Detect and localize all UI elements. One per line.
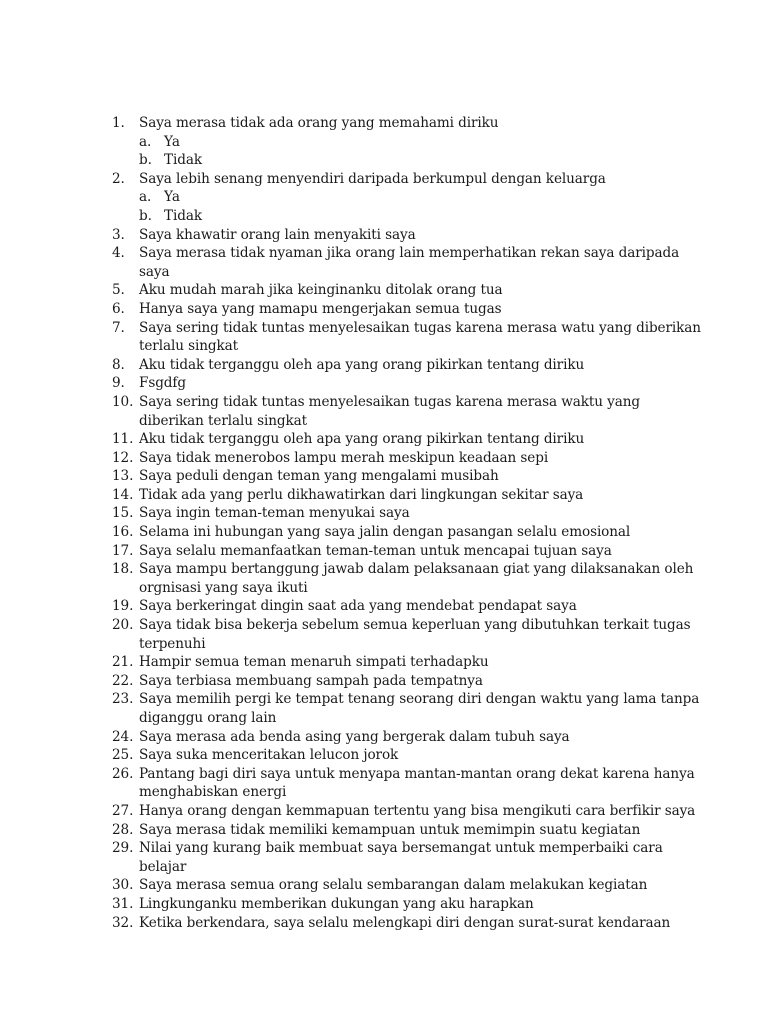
question-text: Aku mudah marah jika keinginanku ditolak orang tua [139, 282, 503, 299]
question-item [112, 728, 702, 747]
question-list [112, 114, 702, 932]
question-text: Aku tidak terganggu oleh apa yang orang pikirkan tentang diriku [139, 431, 585, 448]
question-item [112, 504, 702, 523]
question-item [112, 597, 702, 616]
question-text: Saya sering tidak tuntas menyelesaikan tugas karena merasa waktu yang diberikan terlalu singkat [139, 393, 641, 429]
question-item [112, 374, 702, 393]
question-number: 17. [112, 542, 134, 559]
answer-option [112, 133, 702, 152]
question-item [112, 616, 702, 653]
question-text: Saya merasa ada benda asing yang bergerak dalam tubuh saya [139, 728, 570, 745]
question-number: 32. [112, 914, 134, 931]
question-text: Saya terbiasa membuang sampah pada tempatnya [139, 672, 483, 689]
question-item [112, 393, 702, 430]
question-text: Saya merasa tidak nyaman jika orang lain memperhatikan rekan saya daripada saya [139, 245, 680, 280]
answer-option [112, 151, 702, 170]
question-number: 9. [112, 375, 125, 392]
question-item [112, 914, 702, 933]
answer-option-row [139, 133, 702, 152]
question-item [112, 226, 702, 245]
question-item [112, 356, 702, 375]
question-item [112, 839, 702, 876]
question-number: 27. [112, 802, 134, 819]
question-number: 1. [112, 115, 125, 131]
question-text: Nilai yang kurang baik membuat saya bersemangat untuk memperbaiki cara belajar [139, 840, 663, 875]
question-text: Saya suka menceritakan lelucon jorok [139, 747, 399, 764]
question-number: 25. [112, 747, 134, 764]
question-number: 19. [112, 598, 134, 615]
answer-option [112, 207, 702, 226]
question-item [112, 300, 702, 319]
question-text: Saya sering tidak tuntas menyelesaikan tugas karena merasa watu yang diberikan terlalu singkat [139, 319, 701, 355]
question-text: Pantang bagi diri saya untuk menyapa mantan-mantan orang dekat karena hanya menghabiskan energi [139, 765, 695, 801]
answer-option-row [139, 151, 702, 170]
question-number: 20. [112, 617, 134, 634]
question-item [112, 560, 702, 597]
option-label: a. [139, 133, 152, 150]
question-number: 30. [112, 877, 134, 894]
question-item [112, 653, 702, 672]
question-number: 12. [112, 449, 134, 466]
question-text: Hanya orang dengan kemmapuan tertentu yang bisa mengikuti cara berfikir saya [139, 802, 696, 819]
question-item [112, 281, 702, 300]
question-text: Saya tidak menerobos lampu merah meskipun keadaan sepi [139, 449, 549, 466]
option-text: Tidak [164, 152, 202, 169]
question-number: 29. [112, 840, 134, 857]
question-number: 14. [112, 486, 134, 503]
question-item [112, 542, 702, 561]
question-item [112, 672, 702, 691]
question-item [112, 765, 702, 802]
option-label: b. [139, 152, 152, 169]
question-item [112, 523, 702, 542]
question-number: 26. [112, 765, 134, 782]
question-number: 31. [112, 895, 134, 912]
question-item [112, 170, 702, 189]
question-text: Fsgdfg [139, 375, 186, 392]
option-text: Ya [164, 189, 180, 206]
question-text: Saya khawatir orang lain menyakiti saya [139, 226, 416, 243]
question-item [112, 449, 702, 468]
question-number: 10. [112, 393, 134, 410]
question-number: 28. [112, 821, 134, 838]
question-number: 3. [112, 226, 125, 243]
question-number: 21. [112, 654, 134, 671]
question-text: Saya selalu memanfaatkan teman-teman untuk mencapai tujuan saya [139, 542, 612, 559]
question-item [112, 746, 702, 765]
question-text: Aku tidak terganggu oleh apa yang orang pikirkan tentang diriku [139, 356, 585, 373]
question-item [112, 319, 702, 356]
question-item [112, 895, 702, 914]
answer-option-row [139, 207, 702, 226]
question-text: Saya mampu bertanggung jawab dalam pelaksanaan giat yang dilaksanakan oleh orgnisasi yang saya ikuti [139, 561, 694, 596]
answer-option-row [139, 188, 702, 207]
question-item [112, 821, 702, 840]
question-number: 23. [112, 691, 134, 708]
question-number: 4. [112, 245, 125, 262]
option-text: Tidak [164, 207, 202, 224]
question-item [112, 244, 702, 281]
question-text: Saya ingin teman-teman menyukai saya [139, 505, 410, 522]
question-number: 13. [112, 468, 134, 485]
question-number: 22. [112, 672, 134, 689]
question-text: Saya peduli dengan teman yang mengalami musibah [139, 468, 499, 485]
question-number: 6. [112, 300, 125, 317]
question-number: 16. [112, 524, 134, 541]
question-text: Saya lebih senang menyendiri daripada berkumpul dengan keluarga [139, 170, 606, 187]
answer-option [112, 188, 702, 207]
question-text: Saya merasa tidak memiliki kemampuan untuk memimpin suatu kegiatan [139, 821, 641, 838]
question-number: 5. [112, 282, 125, 299]
question-item [112, 690, 702, 727]
question-number: 8. [112, 356, 125, 373]
question-item [112, 467, 702, 486]
question-number: 7. [112, 319, 125, 336]
question-item [112, 114, 702, 133]
question-text: Saya merasa semua orang selalu sembarangan dalam melakukan kegiatan [139, 877, 648, 894]
question-number: 18. [112, 561, 134, 578]
question-item [112, 486, 702, 505]
option-text: Ya [164, 133, 180, 150]
question-text: Hanya saya yang mamapu mengerjakan semua tugas [139, 300, 502, 317]
question-text: Saya merasa tidak ada orang yang memahami diriku [139, 115, 499, 131]
question-number: 15. [112, 505, 134, 522]
question-text: Selama ini hubungan yang saya jalin dengan pasangan selalu emosional [139, 524, 631, 541]
question-number: 11. [112, 431, 134, 448]
question-item [112, 802, 702, 821]
question-text: Tidak ada yang perlu dikhawatirkan dari lingkungan sekitar saya [139, 486, 584, 503]
question-text: Saya tidak bisa bekerja sebelum semua keperluan yang dibutuhkan terkait tugas terpenuhi [139, 617, 691, 652]
question-text: Saya memilih pergi ke tempat tenang seorang diri dengan waktu yang lama tanpa diganggu orang lain [139, 691, 700, 726]
question-number: 2. [112, 170, 125, 187]
question-number: 24. [112, 728, 134, 745]
option-label: b. [139, 207, 152, 224]
option-label: a. [139, 189, 152, 206]
question-item [112, 876, 702, 895]
question-item [112, 430, 702, 449]
question-text: Hampir semua teman menaruh simpati terhadapku [139, 654, 489, 671]
question-text: Saya berkeringat dingin saat ada yang mendebat pendapat saya [139, 598, 577, 615]
question-text: Ketika berkendara, saya selalu melengkapi diri dengan surat-surat kendaraan [139, 914, 671, 931]
question-text: Lingkunganku memberikan dukungan yang aku harapkan [139, 895, 534, 912]
